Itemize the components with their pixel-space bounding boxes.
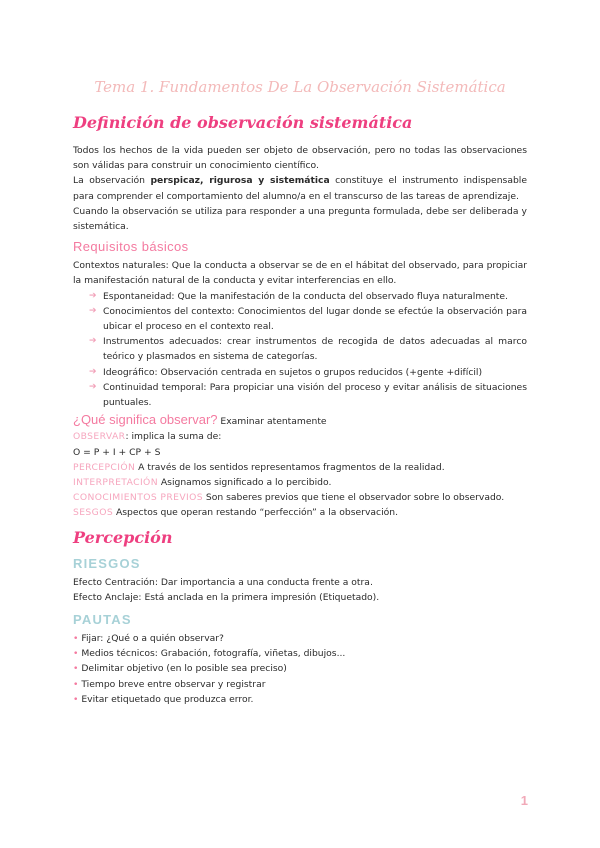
subheading-requisitos: Requisitos básicos [73,239,189,255]
arrow-icon: ➔ [89,336,97,347]
list-item-text: Fijar: ¿Qué o a quién observar? [81,633,224,645]
section-heading-percepcion: Percepción [73,527,173,547]
requisitos-list [73,289,527,411]
term-label: OBSERVAR [73,431,126,443]
paragraph: Contextos naturales: Que la conducta a observar se de en el hábitat del observado, para propiciar la manifestación natural de la conducta y evitar interferencias en ello. [73,260,527,287]
text: La observación [73,175,151,187]
term-definition [73,505,527,520]
term-text: Son saberes previos que tiene el observador sobre lo observado. [202,492,505,504]
document-title: Tema 1. Fundamentos De La Observación Sistemática [94,78,506,96]
term-definition [73,460,527,475]
arrow-icon: ➔ [89,305,97,316]
list-item [73,677,527,692]
term-label: INTERPRETACIÓN [73,477,158,489]
bullet-icon: • [73,678,79,690]
pautas-list [73,631,527,707]
list-item [89,365,527,380]
term-text: Asignamos significado a lo percibido. [157,477,332,489]
content [73,112,527,707]
list-item-text: Ideográfico: Observación centrada en sujetos o grupos reducidos (+gente +difícil) [103,366,483,378]
list-item [73,661,527,676]
text: constituye el instrumento indispensable para comprender el comportamiento del alumno/a en el transcurso de las tareas de aprendizaje. [73,175,527,202]
bullet-icon: • [73,693,79,705]
riesgo-item: Efecto Anclaje: Está anclada en la primera impresión (Etiquetado). [73,591,380,603]
bold-text: perspicaz, rigurosa y sistemática [150,175,330,187]
arrow-icon: ➔ [89,366,97,377]
list-item-text: Delimitar objetivo (en lo posible sea preciso) [81,663,287,675]
list-item [89,304,527,334]
term-text: Aspectos que operan restando “perfección” a la observación. [113,507,398,519]
bullet-icon: • [73,663,79,675]
list-item [73,692,527,707]
list-item [73,631,527,646]
list-item-text: Conocimientos del contexto: Conocimientos del lugar donde se efectúe la observación para ubicar el proceso en el contexto real. [103,305,527,333]
term-definition [73,490,527,505]
paragraph: Todos los hechos de la vida pueden ser objeto de observación, pero no todas las observaciones son válidas para construir un conocimiento científico. [73,145,527,172]
riesgo-item: Efecto Centración: Dar importancia a una conducta frente a otra. [73,576,373,588]
term-text: A través de los sentidos representamos fragmentos de la realidad. [135,461,445,473]
term-definition [73,475,527,490]
subheading-riesgos: RIESGOS [73,555,141,571]
list-item-text: Continuidad temporal: Para propiciar una visión del proceso y evitar análisis de situaciones puntuales. [103,381,527,409]
paragraph: Cuando la observación se utiliza para responder a una pregunta formulada, debe ser deliberada y sistemática. [73,205,527,233]
term-label: SESGOS [73,507,114,519]
bullet-icon: • [73,633,79,645]
formula: O = P + I + CP + S [73,446,161,458]
page-number: 1 [520,793,528,808]
list-item-text: Instrumentos adecuados: crear instrumentos de recogida de datos adecuadas al marco teórico y plasmados en sistema de categorías. [103,336,527,363]
term-label: PERCEPCIÓN [73,461,136,473]
arrow-icon: ➔ [89,381,97,392]
observar-answer: Examinar atentamente [217,416,327,428]
list-item [89,289,527,304]
list-item-text: Medios técnicos: Grabación, fotografía, viñetas, dibujos... [81,648,346,660]
subheading-pautas: PAUTAS [73,612,132,628]
arrow-icon: ➔ [89,290,97,301]
observar-question-line [73,412,527,429]
list-item [89,380,527,410]
bullet-icon: • [73,648,79,660]
list-item-text: Espontaneidad: Que la manifestación de la conducta del observado fluya naturalmente. [103,290,508,302]
observar-question: ¿Qué significa observar? [73,412,218,428]
list-item [89,334,527,364]
section-heading-definicion: Definición de observación sistemática [73,113,413,132]
list-item-text: Evitar etiquetado que produzca error. [81,693,254,705]
observar-definition [73,429,527,444]
text: : implica la suma de: [125,431,222,443]
list-item [73,646,527,661]
paragraph [73,173,527,203]
term-label: CONOCIMIENTOS PREVIOS [73,492,203,504]
list-item-text: Tiempo breve entre observar y registrar [81,678,266,690]
